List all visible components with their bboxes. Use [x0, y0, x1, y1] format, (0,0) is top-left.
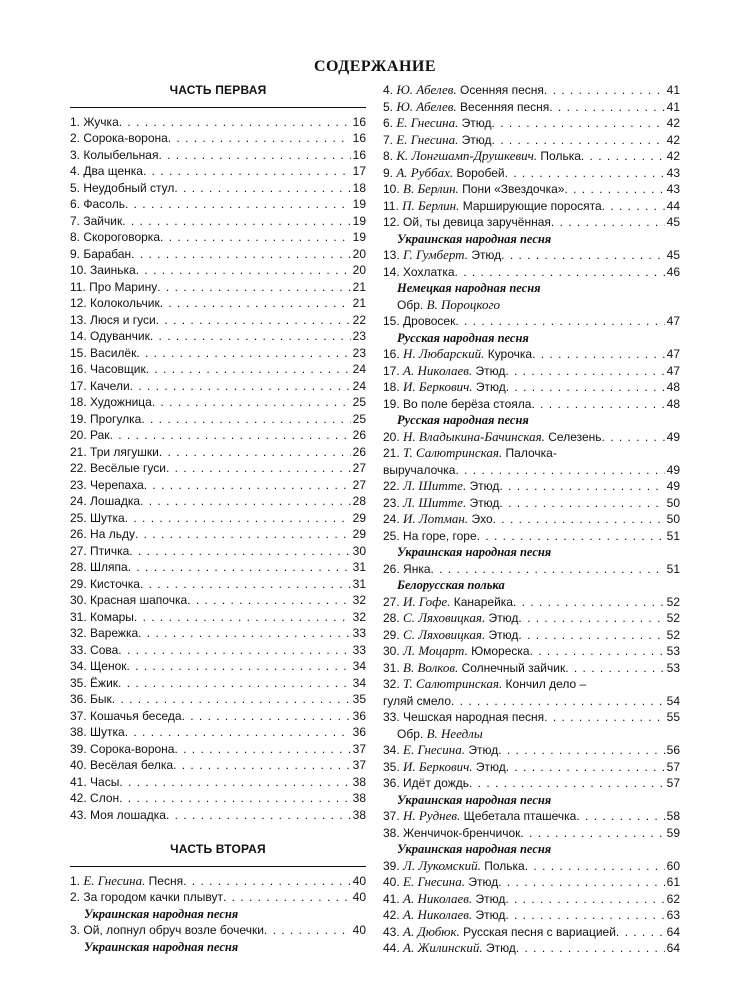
toc-entry[interactable]: 31. Комары . . . 32	[70, 609, 366, 626]
part-two-rule	[70, 866, 366, 867]
toc-entry[interactable]: 26. На льду . . . 29	[70, 526, 366, 543]
toc-entry[interactable]: 5. Неудобный стул . . . 18	[70, 180, 366, 197]
toc-entry[interactable]: 25. Шутка . . . 29	[70, 510, 366, 527]
toc-entry[interactable]: 32. Варежка . . . 33	[70, 625, 366, 642]
toc-entry[interactable]: 10. В. Берлин. Пони «Звездочка» . . . 43	[383, 181, 680, 198]
toc-entry[interactable]: 13. Люся и гуси . . . 22	[70, 312, 366, 329]
toc-entry[interactable]: 34. Щенок . . . 34	[70, 658, 366, 675]
toc-entry[interactable]: 13. Г. Гумберт. Этюд . . . 45	[383, 247, 680, 264]
toc-entry[interactable]: 11. Про Марину . . . 21	[70, 279, 366, 296]
toc-entry[interactable]: 28. С. Ляховицкая. Этюд . . . 52	[383, 610, 680, 627]
toc-entry[interactable]: 38. Женчичок-бренчичок . . . 59	[383, 825, 680, 842]
toc-subtitle: Русская народная песня	[397, 413, 529, 427]
toc-entry[interactable]: 17. А. Николаев. Этюд . . . 47	[383, 363, 680, 380]
toc-entry[interactable]: 36. Бык . . . 35	[70, 691, 366, 708]
toc-entry[interactable]: 12. Ой, ты девица заручённая . . . 45	[383, 214, 680, 231]
toc-entry[interactable]: 35. И. Беркович. Этюд . . . 57	[383, 759, 680, 776]
toc-entry[interactable]: 39. Сорока-ворона . . . 37	[70, 741, 366, 758]
toc-arrangement: Обр. В. Пороцкого	[397, 296, 501, 312]
toc-entry[interactable]: 9. А. Руббах. Воробей . . . 43	[383, 165, 680, 182]
toc-entry[interactable]: 5. Ю. Абелев. Весенняя песня . . . 41	[383, 99, 680, 116]
toc-entry[interactable]: 16. Часовщик . . . 24	[70, 361, 366, 378]
toc-entry[interactable]: 42. Слон . . . 38	[70, 790, 366, 807]
toc-entry[interactable]: 8. К. Лонгшамп-Друшкевич. Полька . . . 42	[383, 148, 680, 165]
toc-entry[interactable]: 44. А. Жилинский. Этюд . . . 64	[383, 940, 680, 957]
toc-subtitle: Украинская народная песня	[397, 792, 552, 807]
toc-entry[interactable]: 30. Красная шапочка . . . 32	[70, 592, 366, 609]
toc-entry-continued[interactable]: выручалочка . . . 49	[383, 462, 680, 479]
toc-entry[interactable]: 20. Рак . . . 26	[70, 427, 366, 444]
toc-entry[interactable]: 14. Хохлатка . . . 46	[383, 264, 680, 281]
toc-entry[interactable]: 21. Т. Салютринская. Палочка-	[383, 445, 557, 460]
toc-entry[interactable]: 24. И. Лотман. Эхо . . . 50	[383, 511, 680, 528]
toc-entry[interactable]: 17. Качели . . . 24	[70, 378, 366, 395]
toc-entry[interactable]: 7. Зайчик . . . 19	[70, 213, 366, 230]
toc-entry[interactable]: 25. На горе, горе . . . 51	[383, 528, 680, 545]
toc-entry[interactable]: 19. Прогулка . . . 25	[70, 411, 366, 428]
part-one-list	[70, 114, 366, 824]
page-title: СОДЕРЖАНИЕ	[313, 58, 437, 75]
toc-entry[interactable]: 15. Василёк . . . 23	[70, 345, 366, 362]
toc-subtitle: Украинская народная песня	[84, 939, 239, 954]
toc-subtitle: Украинская народная песня	[84, 906, 239, 921]
toc-entry[interactable]: 29. Кисточка . . . 31	[70, 576, 366, 593]
toc-entry[interactable]: 37. Кошачья беседа . . . 36	[70, 708, 366, 725]
toc-subtitle: Украинская народная песня	[397, 545, 552, 559]
toc-entry-continued[interactable]: гуляй смело . . . 54	[383, 693, 680, 710]
toc-entry[interactable]: 33. Чешская народная песня . . . 55	[383, 709, 680, 726]
toc-entry[interactable]: 32. Т. Салютринская. Кончил дело –	[383, 676, 587, 691]
toc-entry[interactable]: 39. Л. Лукомский. Полька . . . 60	[383, 858, 680, 875]
toc-entry[interactable]: 3. Ой, лопнул обруч возле бочечки . . . 40	[70, 922, 366, 939]
toc-entry[interactable]: 26. Янка . . . 51	[383, 561, 680, 578]
toc-entry[interactable]: 33. Сова . . . 33	[70, 642, 366, 659]
toc-entry[interactable]: 16. Н. Любарский. Курочка . . . 47	[383, 346, 680, 363]
toc-entry[interactable]: 6. Е. Гнесина. Этюд . . . 42	[383, 115, 680, 132]
part-one-heading: ЧАСТЬ ПЕРВАЯ	[169, 83, 267, 97]
toc-entry[interactable]: 21. Три лягушки . . . 26	[70, 444, 366, 461]
part-two-list-left	[70, 873, 366, 956]
toc-entry[interactable]: 27. Птичка . . . 30	[70, 543, 366, 560]
toc-entry[interactable]: 38. Шутка . . . 36	[70, 724, 366, 741]
toc-entry[interactable]: 29. С. Ляховицкая. Этюд . . . 52	[383, 627, 680, 644]
toc-entry[interactable]: 2. За городом качки плывут . . . 40	[70, 889, 366, 906]
toc-entry[interactable]: 20. Н. Владыкина-Бачинская. Селезень . . . 49	[383, 429, 680, 446]
toc-entry[interactable]: 30. Л. Моцарт. Юмореска . . . 53	[383, 643, 680, 660]
toc-entry[interactable]: 41. Часы . . . 38	[70, 774, 366, 791]
toc-entry[interactable]: 23. Черепаха . . . 27	[70, 477, 366, 494]
toc-entry[interactable]: 12. Колокольчик . . . 21	[70, 295, 366, 312]
toc-subtitle: Украинская народная песня	[397, 842, 552, 856]
toc-subtitle: Белорусская полька	[397, 578, 505, 592]
toc-entry[interactable]: 19. Во поле берёза стояла . . . 48	[383, 396, 680, 413]
toc-entry[interactable]: 9. Барабан . . . 20	[70, 246, 366, 263]
toc-entry[interactable]: 35. Ёжик . . . 34	[70, 675, 366, 692]
toc-entry[interactable]: 4. Два щенка . . . 17	[70, 163, 366, 180]
toc-entry[interactable]: 31. В. Волков. Солнечный зайчик . . . 53	[383, 660, 680, 677]
toc-entry[interactable]: 7. Е. Гнесина. Этюд . . . 42	[383, 132, 680, 149]
toc-entry[interactable]: 18. Художница . . . 25	[70, 394, 366, 411]
part-one-rule	[70, 107, 366, 108]
toc-entry[interactable]: 28. Шляпа . . . 31	[70, 559, 366, 576]
toc-entry[interactable]: 6. Фасоль . . . 19	[70, 196, 366, 213]
toc-entry[interactable]: 14. Одуванчик . . . 23	[70, 328, 366, 345]
toc-entry[interactable]: 1. Е. Гнесина. Песня . . . 40	[70, 873, 366, 890]
toc-entry[interactable]: 43. Моя лошадка . . . 38	[70, 807, 366, 824]
toc-subtitle: Немецкая народная песня	[397, 281, 541, 295]
toc-entry[interactable]: 23. Л. Шитте. Этюд . . . 50	[383, 495, 680, 512]
toc-entry[interactable]: 40. Весёлая белка . . . 37	[70, 757, 366, 774]
toc-entry[interactable]: 42. А. Николаев. Этюд . . . 63	[383, 907, 680, 924]
toc-entry[interactable]: 2. Сорока-ворона . . . 16	[70, 130, 366, 147]
toc-right-column	[383, 82, 680, 957]
toc-entry[interactable]: 10. Заинька . . . 20	[70, 262, 366, 279]
toc-entry[interactable]: 40. Е. Гнесина. Этюд . . . 61	[383, 874, 680, 891]
toc-entry[interactable]: 8. Скороговорка . . . 19	[70, 229, 366, 246]
toc-entry[interactable]: 1. Жучка . . . 16	[70, 114, 366, 131]
toc-entry[interactable]: 24. Лошадка . . . 28	[70, 493, 366, 510]
toc-entry[interactable]: 41. А. Николаев. Этюд . . . 62	[383, 891, 680, 908]
toc-entry[interactable]: 15. Дровосек . . . 47	[383, 313, 680, 330]
toc-entry[interactable]: 4. Ю. Абелев. Осенняя песня . . . 41	[383, 82, 680, 99]
toc-subtitle: Русская народная песня	[397, 330, 529, 345]
toc-entry[interactable]: 27. И. Гофе. Канарейка . . . 52	[383, 594, 680, 611]
toc-entry[interactable]: 22. Весёлые гуси . . . 27	[70, 460, 366, 477]
toc-entry[interactable]: 36. Идёт дождь . . . 57	[383, 775, 680, 792]
toc-entry[interactable]: 11. П. Берлин. Марширующие поросята . . . 44	[383, 198, 680, 215]
toc-subtitle: Украинская народная песня	[397, 231, 552, 246]
toc-entry[interactable]: 18. И. Беркович. Этюд . . . 48	[383, 379, 680, 396]
toc-arrangement: Обр. В. Неедлы	[397, 725, 483, 741]
toc-entry[interactable]: 43. А. Дюбюк. Русская песня с вариацией . . . 64	[383, 924, 680, 941]
toc-entry[interactable]: 3. Колыбельная . . . 16	[70, 147, 366, 164]
toc-left-column	[70, 82, 366, 955]
part-two-heading: ЧАСТЬ ВТОРАЯ	[170, 842, 266, 856]
toc-entry[interactable]: 34. Е. Гнесина. Этюд . . . 56	[383, 742, 680, 759]
toc-entry[interactable]: 37. Н. Руднев. Щебетала пташечка . . . 58	[383, 808, 680, 825]
toc-entry[interactable]: 22. Л. Шитте. Этюд . . . 49	[383, 478, 680, 495]
